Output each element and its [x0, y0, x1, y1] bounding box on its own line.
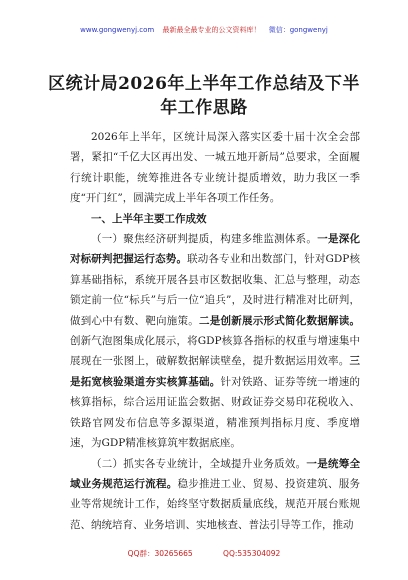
body-text: 创新气泡图集成化展示，将GDP核算各指标的权重与增速集中展现在一张图上，破解数据解读壁垒，提升数据运用效率。 [70, 335, 360, 368]
document-body [70, 127, 360, 535]
section-heading: 一、上半年主要工作成效 [91, 212, 207, 225]
paragraph-1 [70, 229, 360, 453]
bold-point-3: 三是拓宽核验渠道夯实核算基础。 [70, 355, 360, 388]
bold-point-1: 一是深化对标研判把握运行态势。 [70, 233, 360, 266]
body-text: 针对铁路、证券等统一增速的核算指标，综合运用证监会数据、财政证券交易印花税收入、铁路官网发布信息等多源渠道，精准预判指标月度、季度增速，为GDP精准核算筑牢数据底座。 [70, 375, 360, 450]
paragraph-lead: （二）抓实各专业统计，全域提升业务质效。 [91, 457, 307, 470]
intro-paragraph: 2026年上半年，区统计局深入落实区委十届十次全会部署，紧扣“千亿大区再出发、一城五地开新局”总要求，全面履行统计职能，统筹推进各专业统计提质增效，助力我区一季度“开门红”，圆满完成上半年各项工作任务。 [70, 131, 360, 205]
bold-point-1: 一是统筹全域业务规范运行流程。 [70, 457, 361, 490]
qq-group: QQ群：30265665 [127, 549, 193, 558]
qq-contact: QQ:535304092 [223, 549, 281, 558]
paragraph-2 [70, 454, 360, 536]
site-url-link[interactable]: www.gongwenyj.com [80, 26, 155, 34]
document-title: 区统计局2026年上半年工作总结及下半年工作思路 [48, 74, 360, 118]
body-text: 联动各专业和出数部门，针对GDP核算基础指标，系统开展各县市区数据收集、汇总与整理，动态锁定前一位“标兵”与后一位“追兵”，及时进行精准对比研判，做到心中有数、靶向施策。 [70, 253, 361, 327]
site-slogan: 最新最全最专业的公文资料库！ [162, 26, 261, 34]
page-footer [0, 548, 408, 560]
paragraph-lead: （一）聚焦经济研判提质，构建多维监测体系。 [91, 233, 318, 246]
bold-point-2: 二是创新展示形式简化数据解读。 [199, 314, 360, 327]
wechat-id: 微信：gongwenyj [268, 26, 328, 34]
body-text: 稳步推进工业、贸易、投资建筑、服务业等常规统计工作，始终坚守数据质量底线，规范开展台账规范、纳统培育、业务培训、实地核查、普法引导等工作，推动 [70, 477, 360, 531]
site-header [0, 24, 408, 36]
